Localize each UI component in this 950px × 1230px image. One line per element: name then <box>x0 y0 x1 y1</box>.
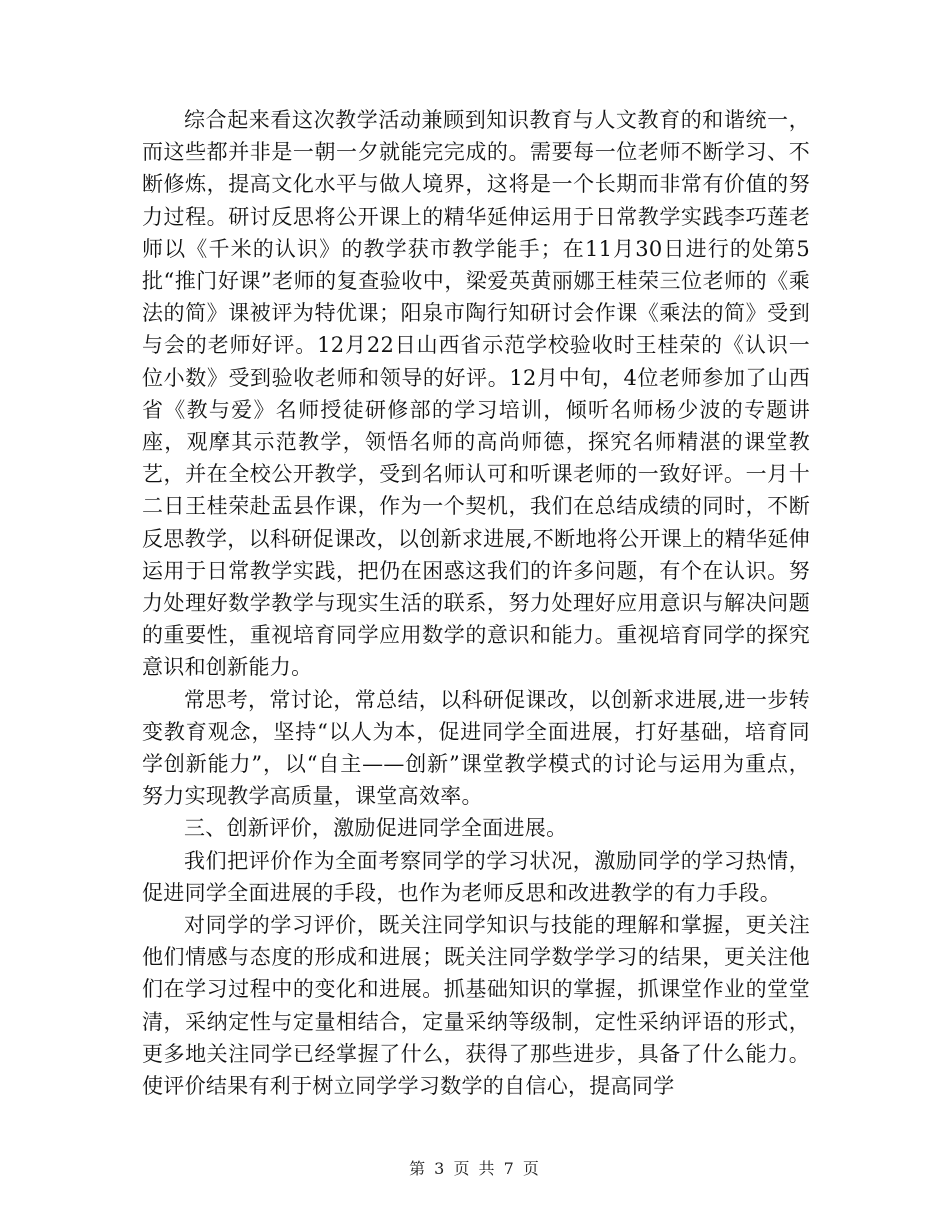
paragraph-2: 常思考，常讨论，常总结，以科研促课改，以创新求进展,进一步转变教育观念，坚持“以人为本，促进同学全面进展，打好基础，培育同学创新能力”，以“自主——创新”课堂教学模式的讨论与运用为重点，努力实现教学高质量，课堂高效率。 <box>142 687 810 809</box>
document-body <box>142 104 810 1102</box>
paragraph-5: 对同学的学习评价，既关注同学知识与技能的理解和掌握，更关注他们情感与态度的形成和进展；既关注同学数学学习的结果，更关注他们在学习过程中的变化和进展。抓基础知识的掌握，抓课堂作业的堂堂清，采纳定性与定量相结合，定量采纳等级制，定性采纳评语的形式，更多地关注同学已经掌握了什么，获得了那些进步，具备了什么能力。使评价结果有利于树立同学学习数学的自信心，提高同学 <box>142 913 810 1099</box>
section-heading-3: 三、创新评价，激励促进同学全面进展。 <box>184 816 568 841</box>
paragraph-1: 综合起来看这次教学活动兼顾到知识教育与人文教育的和谐统一，而这些都并非是一朝一夕就能完完成的。需要每一位老师不断学习、不断修炼，提高文化水平与做人境界，这将是一个长期而非常有价值的努力过程。研讨反思将公开课上的精华延伸运用于日常教学实践李巧莲老师以《千米的认识》的教学获市教学能手；在11月30日进行的处第5批“推门好课”老师的复查验收中，梁爱英黄丽娜王桂荣三位老师的《乘法的简》课被评为特优课；阳泉市陶行知研讨会作课《乘法的简》受到与会的老师好评。12月22日山西省示范学校验收时王桂荣的《认识一位小数》受到验收老师和领导的好评。12月中旬，4位老师参加了山西省《教与爱》名师授徒研修部的学习培训，倾听名师杨少波的专题讲座，观摩其示范教学，领悟名师的高尚师德，探究名师精湛的课堂教艺，并在全校公开教学，受到名师认可和听课老师的一致好评。一月十二日王桂荣赴盂县作课，作为一个契机，我们在总结成绩的同时，不断反思教学，以科研促课改，以创新求进展,不断地将公开课上的精华延伸运用于日常教学实践，把仍在困惑这我们的许多问题，有个在认识。努力处理好数学教学与现实生活的联系，努力处理好应用意识与解决问题的重要性，重视培育同学应用数学的意识和能力。重视培育同学的探究意识和创新能力。 <box>142 108 810 680</box>
paragraph-4: 我们把评价作为全面考察同学的学习状况，激励同学的学习热情，促进同学全面进展的手段，也作为老师反思和改进教学的有力手段。 <box>142 848 810 905</box>
page-number-footer: 第 3 页 共 7 页 <box>409 1159 541 1178</box>
